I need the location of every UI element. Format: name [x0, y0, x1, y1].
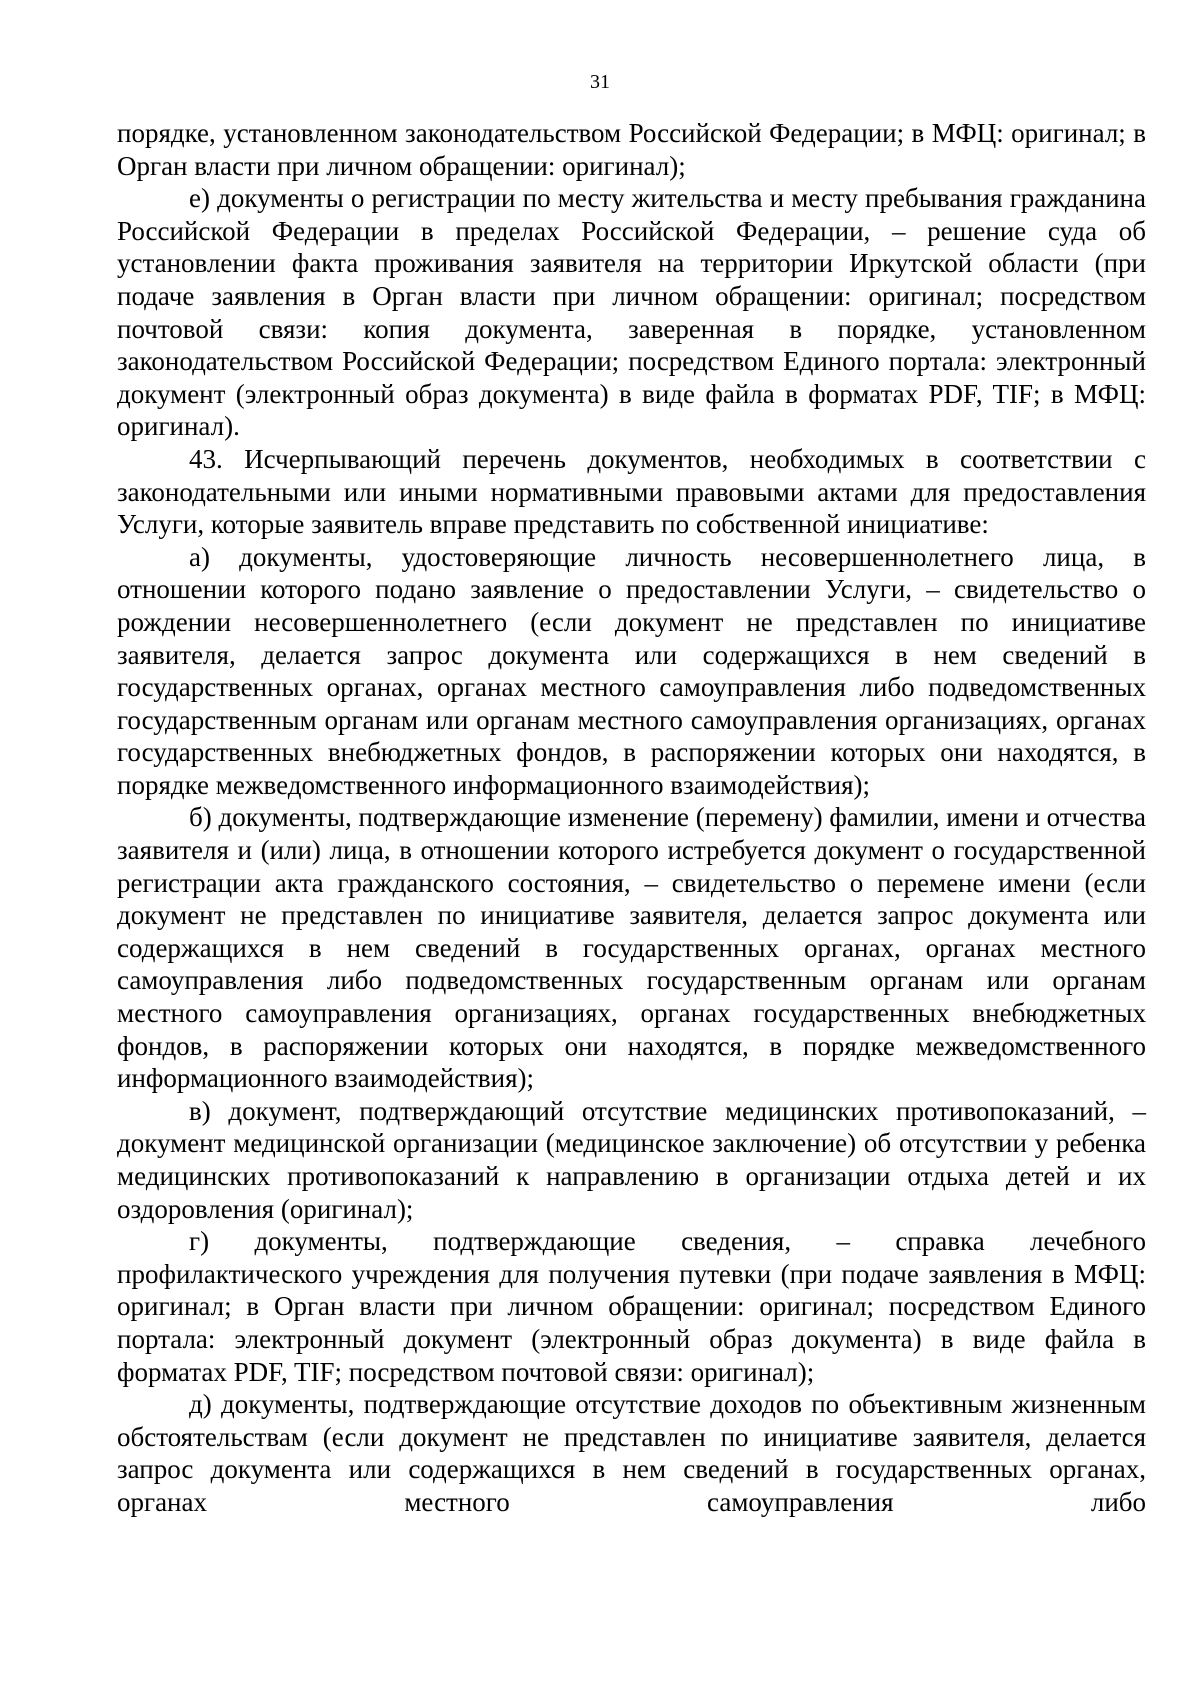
paragraph-43: 43. Исчерпывающий перечень документов, необходимых в соответствии с законодательными или иными нормативными правовыми актами для предоставления Услуги, которые заявитель вправе представить по собственной инициативе:: [117, 443, 1146, 540]
paragraph-item-a: а) документы, удостоверяющие личность несовершеннолетнего лица, в отношении которого подано заявление о предоставлении Услуги, – свидетельство о рождении несовершеннолетнего (если документ не представлен по инициативе заявителя, делается запрос документа или содержащихся в нем сведений в государственных органах, органах местного самоуправления либо подведомственных государственным органам или органам местного самоуправления организациях, органах государственных внебюджетных фондов, в распоряжении которых они находятся, в порядке межведомственного информационного взаимодействия);: [117, 541, 1146, 800]
paragraph-item-g: г) документы, подтверждающие сведения, – справка лечебного профилактического учреждения для получения путевки (при подаче заявления в МФЦ: оригинал; в Орган власти при личном обращении: оригинал; посредством Единого портала: электронный документ (электронный образ документа) в виде файла в форматах PDF, TIF; посредством почтовой связи: оригинал);: [117, 1226, 1146, 1387]
paragraph-item-b: б) документы, подтверждающие изменение (перемену) фамилии, имени и отчества заявителя и (или) лица, в отношении которого истребуется документ о государственной регистрации акта гражданского состояния, – свидетельство о перемене имени (если документ не представлен по инициативе заявителя, делается запрос документа или содержащихся в нем сведений в государственных органах, органах местного самоуправления либо подведомственных государственным органам или органам местного самоуправления организациях, органах государственных внебюджетных фондов, в распоряжении которых они находятся, в порядке межведомственного информационного взаимодействия);: [117, 802, 1146, 1094]
paragraph-continuation: порядке, установленном законодательством Российской Федерации; в МФЦ: оригинал; в Орган власти при личном обращении: оригинал);: [117, 118, 1146, 181]
document-body: [117, 117, 1146, 1519]
paragraph-item-d: д) документы, подтверждающие отсутствие доходов по объективным жизненным обстоятельствам (если документ не представлен по инициативе заявителя, делается запрос документа или содержащихся в нем сведений в государственных органах, органах местного самоуправления либо: [117, 1389, 1146, 1517]
page-number: 31: [590, 71, 610, 93]
paragraph-item-v: в) документ, подтверждающий отсутствие медицинских противопоказаний, – документ медицинской организации (медицинское заключение) об отсутствии у ребенка медицинских противопоказаний к направлению в организации отдыха детей и их оздоровления (оригинал);: [117, 1095, 1146, 1224]
paragraph-item-e: е) документы о регистрации по месту жительства и месту пребывания гражданина Российской Федерации в пределах Российской Федерации, – решение суда об установлении факта проживания заявителя на территории Иркутской области (при подаче заявления в Орган власти при личном обращении: оригинал; посредством почтовой связи: копия документа, заверенная в порядке, установленном законодательством Российской Федерации; посредством Единого портала: электронный документ (электронный образ документа) в виде файла в форматах PDF, TIF; в МФЦ: оригинал).: [117, 183, 1146, 442]
